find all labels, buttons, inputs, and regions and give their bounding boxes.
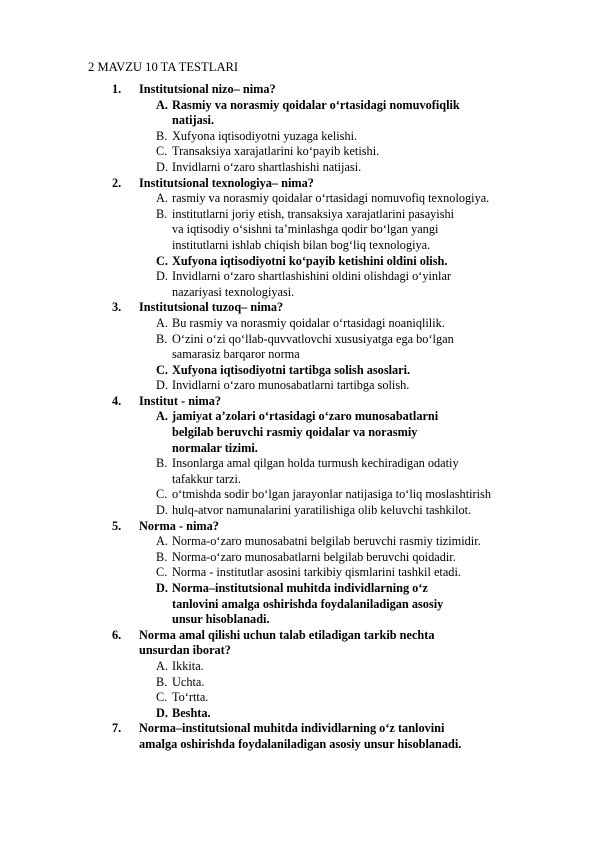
option-text: O‘zini o‘zi qo‘llab-quvvatlovchi xususiyatga ega bo‘lgan	[172, 331, 454, 346]
option-text: institutlarni ishlab chiqish bilan bog‘liq texnologiya.	[172, 237, 431, 252]
option-text: Uchta.	[172, 674, 205, 689]
option-letter: C.	[156, 253, 168, 268]
option-letter: A.	[156, 191, 168, 206]
answer-options	[0, 316, 596, 394]
option-text: Norma-o‘zaro munosabatni belgilab beruvchi rasmiy tizimidir.	[172, 534, 481, 549]
option-text: jamiyat a’zolari o‘rtasidagi o‘zaro munosabatlarni	[172, 409, 439, 424]
answer-option-correct	[0, 581, 596, 628]
option-letter: B.	[156, 206, 168, 221]
option-text: o‘tmishda sodir bo‘lgan jarayonlar natijasiga to‘liq moslashtirish	[172, 487, 491, 502]
option-letter: C.	[156, 362, 168, 377]
question-item	[0, 628, 596, 722]
option-text: unsur hisoblanadi.	[172, 612, 270, 627]
answer-options	[0, 659, 596, 721]
question-heading	[0, 394, 596, 410]
question-number: 6.	[112, 627, 122, 642]
option-text: To‘rtta.	[172, 690, 209, 705]
answer-option	[0, 316, 596, 332]
question-text: unsurdan iborat?	[139, 643, 231, 658]
option-letter: B.	[156, 549, 168, 564]
option-letter: D.	[156, 705, 168, 720]
option-letter: B.	[156, 456, 168, 471]
question-item	[0, 300, 596, 394]
option-text: Bu rasmiy va norasmiy qoidalar o‘rtasidagi noaniqlilik.	[172, 315, 445, 330]
question-number: 2.	[112, 175, 122, 190]
question-text: Institut - nima?	[139, 393, 221, 408]
answer-option	[0, 269, 596, 300]
answer-option-correct	[0, 706, 596, 722]
option-text: samarasiz barqaror norma	[172, 347, 300, 362]
option-text: hulq-atvor namunalarini yaratilishiga olib keluvchi tashkilot.	[172, 503, 472, 518]
option-text: institutlarni joriy etish, transaksiya xarajatlarini pasayishi	[172, 206, 455, 221]
option-text: normalar tizimi.	[172, 440, 258, 455]
option-text: Norma-o‘zaro munosabatlarni belgilab beruvchi qoidadir.	[172, 549, 456, 564]
question-heading	[0, 519, 596, 535]
question-item	[0, 82, 596, 176]
question-text: Norma amal qilishi uchun talab etiladigan tarkib nechta	[139, 627, 435, 642]
question-number: 7.	[112, 721, 122, 736]
option-text: Xufyona iqtisodiyotni yuzaga kelishi.	[172, 128, 358, 143]
option-text: va iqtisodiy o‘sishni ta’minlashga qodir bo‘lgan yangi	[172, 222, 439, 237]
question-text: Norma–institutsional muhitda individlarning o‘z tanlovini	[139, 721, 445, 736]
option-letter: A.	[156, 409, 168, 424]
answer-option	[0, 129, 596, 145]
option-text: Rasmiy va norasmiy qoidalar o‘rtasidagi nomuvofiqlik	[172, 97, 460, 112]
option-text: Beshta.	[172, 705, 211, 720]
answer-option	[0, 191, 596, 207]
option-letter: A.	[156, 97, 168, 112]
question-item	[0, 394, 596, 519]
option-text: Xufyona iqtisodiyotni ko‘payib ketishini oldini olish.	[172, 253, 448, 268]
option-text: Invidlarni o‘zaro munosabatlarni tartibga solish.	[172, 378, 410, 393]
answer-option	[0, 487, 596, 503]
option-letter: A.	[156, 534, 168, 549]
document-title: 2 MAVZU 10 TA TESTLARI	[88, 60, 239, 74]
option-text: Xufyona iqtisodiyotni tartibga solish asoslari.	[172, 362, 411, 377]
answer-option	[0, 659, 596, 675]
answer-options	[0, 409, 596, 518]
option-text: natijasi.	[172, 113, 215, 128]
question-text: Institutsional texnologiya– nima?	[139, 175, 314, 190]
question-heading	[0, 300, 596, 316]
option-text: rasmiy va norasmiy qoidalar o‘rtasidagi nomuvofiq texnologiya.	[172, 191, 490, 206]
question-item	[0, 721, 596, 752]
option-letter: B.	[156, 331, 168, 346]
question-heading	[0, 628, 596, 659]
answer-option	[0, 675, 596, 691]
option-letter: C.	[156, 690, 168, 705]
question-heading	[0, 176, 596, 192]
answer-option	[0, 207, 596, 254]
answer-option	[0, 456, 596, 487]
question-number: 3.	[112, 300, 122, 315]
option-letter: C.	[156, 144, 168, 159]
option-letter: A.	[156, 658, 168, 673]
answer-option-correct	[0, 409, 596, 456]
option-letter: B.	[156, 674, 168, 689]
option-text: Invidlarni o‘zaro shartlashishi natijasi.	[172, 159, 362, 174]
answer-option-correct	[0, 363, 596, 379]
question-heading	[0, 721, 596, 752]
question-text: amalga oshirishda foydalaniladigan asosiy unsur hisoblanadi.	[139, 736, 462, 751]
option-text: Insonlarga amal qilgan holda turmush kechiradigan odatiy	[172, 456, 459, 471]
option-text: nazariyasi texnologiyasi.	[172, 284, 295, 299]
question-number: 1.	[112, 82, 122, 96]
option-text: Norma–institutsional muhitda individlarning o‘z	[172, 581, 428, 595]
option-text: Ikkita.	[172, 658, 204, 673]
question-item	[0, 519, 596, 628]
option-text: Invidlarni o‘zaro shartlashishini oldini olishdagi o‘yinlar	[172, 269, 452, 284]
question-number: 5.	[112, 518, 122, 533]
answer-option	[0, 503, 596, 519]
option-letter: D.	[156, 378, 168, 393]
option-text: tanlovini amalga oshirishda foydalaniladigan asosiy	[172, 596, 444, 611]
option-letter: D.	[156, 503, 168, 518]
question-list	[0, 82, 596, 753]
answer-option	[0, 550, 596, 566]
answer-options	[0, 191, 596, 300]
question-text: Norma - nima?	[139, 518, 219, 533]
question-text: Institutsional tuzoq– nima?	[139, 300, 284, 315]
answer-option	[0, 565, 596, 581]
answer-options	[0, 534, 596, 628]
question-item	[0, 176, 596, 301]
option-letter: B.	[156, 128, 168, 143]
answer-option-correct	[0, 98, 596, 129]
option-letter: C.	[156, 487, 168, 502]
option-text: tafakkur tarzi.	[172, 471, 241, 486]
option-letter: A.	[156, 315, 168, 330]
answer-option	[0, 378, 596, 394]
answer-option	[0, 160, 596, 176]
answer-option	[0, 144, 596, 160]
option-letter: D.	[156, 269, 168, 284]
option-letter: C.	[156, 565, 168, 580]
answer-option	[0, 534, 596, 550]
answer-options	[0, 98, 596, 176]
option-text: Norma - institutlar asosini tarkibiy qismlarini tashkil etadi.	[172, 565, 461, 580]
question-number: 4.	[112, 393, 122, 408]
answer-option	[0, 332, 596, 363]
answer-option-correct	[0, 254, 596, 270]
question-heading	[0, 82, 596, 98]
option-text: Transaksiya xarajatlarini ko‘payib ketishi.	[172, 144, 380, 159]
question-text: Institutsional nizo– nima?	[139, 82, 276, 96]
option-letter: D.	[156, 581, 168, 595]
option-letter: D.	[156, 159, 168, 174]
answer-option	[0, 690, 596, 706]
option-text: belgilab beruvchi rasmiy qoidalar va norasmiy	[172, 425, 418, 440]
